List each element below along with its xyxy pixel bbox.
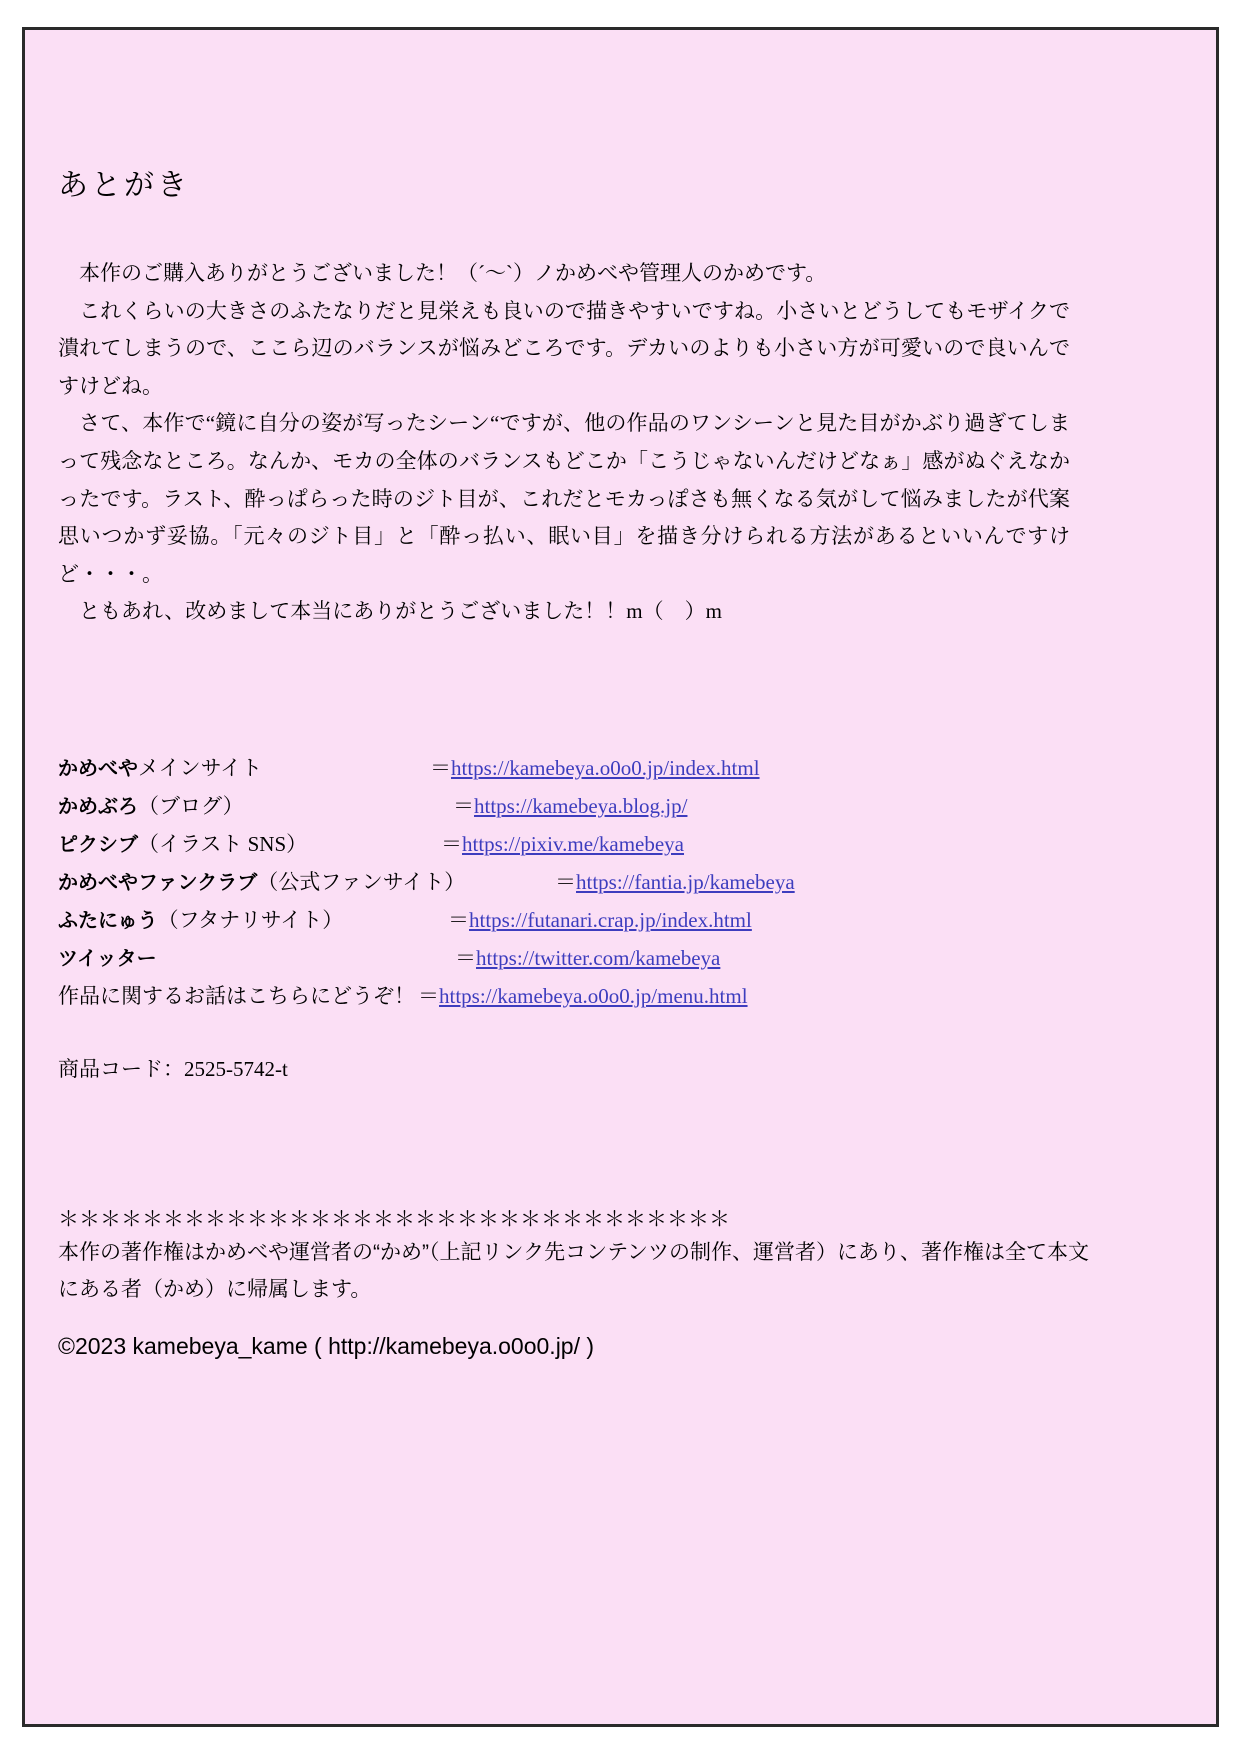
link-label-bold: かめべや [58, 758, 138, 780]
link-row-twitter [58, 939, 1158, 977]
link-label-rest: （イラスト SNS） [138, 832, 308, 856]
link-label [58, 939, 455, 978]
link-row-futanari-site [58, 901, 1158, 939]
link-url-twitter[interactable]: https://twitter.com/kamebeya [476, 946, 721, 970]
link-label-rest: （ブログ） [138, 794, 244, 818]
equals-sign: ＝ [448, 908, 469, 932]
link-url-contact[interactable]: https://kamebeya.o0o0.jp/menu.html [439, 984, 748, 1008]
link-row-fanclub [58, 863, 1158, 901]
product-code: 商品コード：2525-5742-t [58, 1057, 288, 1081]
link-url-blog[interactable]: https://kamebeya.blog.jp/ [474, 794, 688, 818]
link-row-pixiv [58, 825, 1158, 863]
link-label-rest: メインサイト [138, 756, 263, 780]
link-url-futanari-site[interactable]: https://futanari.crap.jp/index.html [469, 908, 752, 932]
links-list [58, 749, 1158, 1015]
link-label [58, 863, 555, 902]
equals-sign: ＝ [453, 794, 474, 818]
page-title: あとがき [58, 169, 190, 202]
link-row-main-site [58, 749, 1158, 787]
copyright-line: 本作の著作権はかめべや運営者の“かめ”（上記リンク先コンテンツの制作、運営者）にあり、著作権は全て本文 [58, 1241, 1090, 1264]
body-paragraph: さて、本作で“鏡に自分の姿が写ったシーン“ですが、他の作品のワンシーンと見た目がかぶり過ぎてしまって残念なところ。なんか、モカの全体のバランスもどこか「こうじゃないんだけどなぁ」感がぬぐえなかったです。ラスト、酔っぱらった時のジト目が、これだとモカっぽさも無くなる気がして悩みましたが代案思いつかず妥協。「元々のジト目」と「酔っ払い、眠い目」を描き分けられる方法があるといいんですけど・・・。 [58, 411, 1070, 586]
link-label [58, 749, 430, 788]
link-label [58, 977, 418, 1016]
copyright-line: にある者（かめ）に帰属します。 [58, 1277, 372, 1301]
link-label-rest: （フタナリサイト） [157, 908, 344, 932]
link-label-bold: かめぶろ [58, 796, 138, 818]
link-label-bold: ツイッター [58, 948, 157, 970]
link-label-rest: （公式ファンサイト） [257, 870, 466, 894]
link-url-fanclub[interactable]: https://fantia.jp/kamebeya [576, 870, 795, 894]
link-row-contact [58, 977, 1158, 1015]
body-paragraph: これくらいの大きさのふたなりだと見栄えも良いので描きやすいですね。小さいとどうしてもモザイクで潰れてしまうので、ここら辺のバランスが悩みどころです。デカいのよりも小さい方が可愛いので良いんですけどね。 [58, 298, 1070, 398]
link-label [58, 825, 441, 864]
link-label-bold: ふたにゅう [58, 910, 158, 932]
afterword-body [58, 255, 1070, 631]
body-paragraph: 本作のご購入ありがとうございました！（´～`）ノかめべや管理人のかめです。 [58, 261, 827, 285]
link-label-bold: かめべやファンクラブ [58, 872, 258, 894]
credit-line: ©2023 kamebeya_kame ( http://kamebeya.o0o0.jp/ ) [58, 1333, 595, 1359]
copyright-paragraph [58, 1235, 1178, 1308]
equals-sign: ＝ [555, 870, 576, 894]
link-label [58, 901, 448, 940]
equals-sign: ＝ [455, 946, 476, 970]
link-label-bold: ピクシブ [58, 834, 138, 856]
equals-sign: ＝ [441, 832, 462, 856]
link-url-pixiv[interactable]: https://pixiv.me/kamebeya [462, 832, 685, 856]
link-row-blog [58, 787, 1158, 825]
body-paragraph: ともあれ、改めまして本当にありがとうございました！！m（ ）m [58, 599, 722, 624]
asterisk-divider: ＊＊＊＊＊＊＊＊＊＊＊＊＊＊＊＊＊＊＊＊＊＊＊＊＊＊＊＊＊＊＊＊ [58, 1208, 730, 1231]
page-frame [22, 27, 1219, 1727]
equals-sign: ＝ [430, 756, 451, 780]
equals-sign: ＝ [418, 984, 439, 1008]
link-label-rest: 作品に関するお話はこちらにどうぞ！ [58, 984, 415, 1008]
link-label [58, 787, 453, 826]
link-url-main-site[interactable]: https://kamebeya.o0o0.jp/index.html [451, 756, 760, 780]
